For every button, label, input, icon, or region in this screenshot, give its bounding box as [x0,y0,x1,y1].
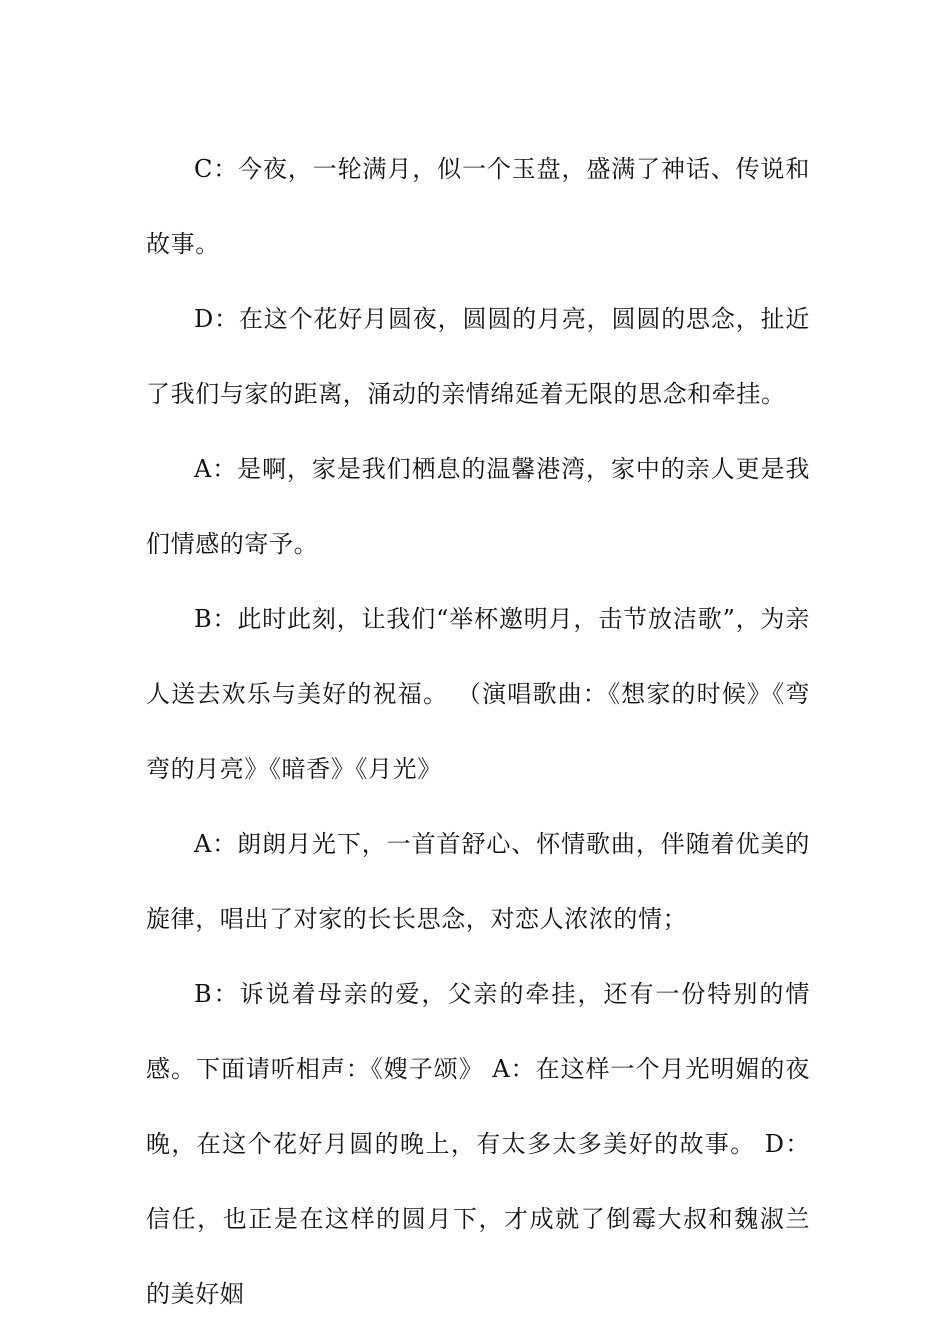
paragraph-b-crosstalk: B：诉说着母亲的爱，父亲的牵挂，还有一份特别的情感。下面请听相声：《嫂子颂》 A：在这样一个月光明媚的夜晚，在这个花好月圆的晚上，有太多太多美好的故事。 D：信任，也正是在这样的圆月下，才成就了倒霉大叔和魏淑兰的美好姻 [146,980,810,1308]
paragraph-b-songs: B：此时此刻，让我们“举杯邀明月，击节放洁歌”，为亲人送去欢乐与美好的祝福。 （演唱歌曲：《想家的时候》《弯弯的月亮》《暗香》《月光》 [146,605,810,783]
paragraph-d-family: D：在这个花好月圆夜，圆圆的月亮，圆圆的思念，扯近了我们与家的距离，涌动的亲情绵延着无限的思念和牵挂。 [146,305,810,408]
paragraph-a-melody: A：朗朗月光下，一首首舒心、怀情歌曲，伴随着优美的旋律，唱出了对家的长长思念，对恋人浓浓的情； [146,830,810,933]
document-body [146,132,810,1332]
paragraph-a-harbor: A：是啊，家是我们栖息的温馨港湾，家中的亲人更是我们情感的寄予。 [146,455,810,558]
paragraph-c-moon: C：今夜，一轮满月，似一个玉盘，盛满了神话、传说和故事。 [146,155,810,258]
